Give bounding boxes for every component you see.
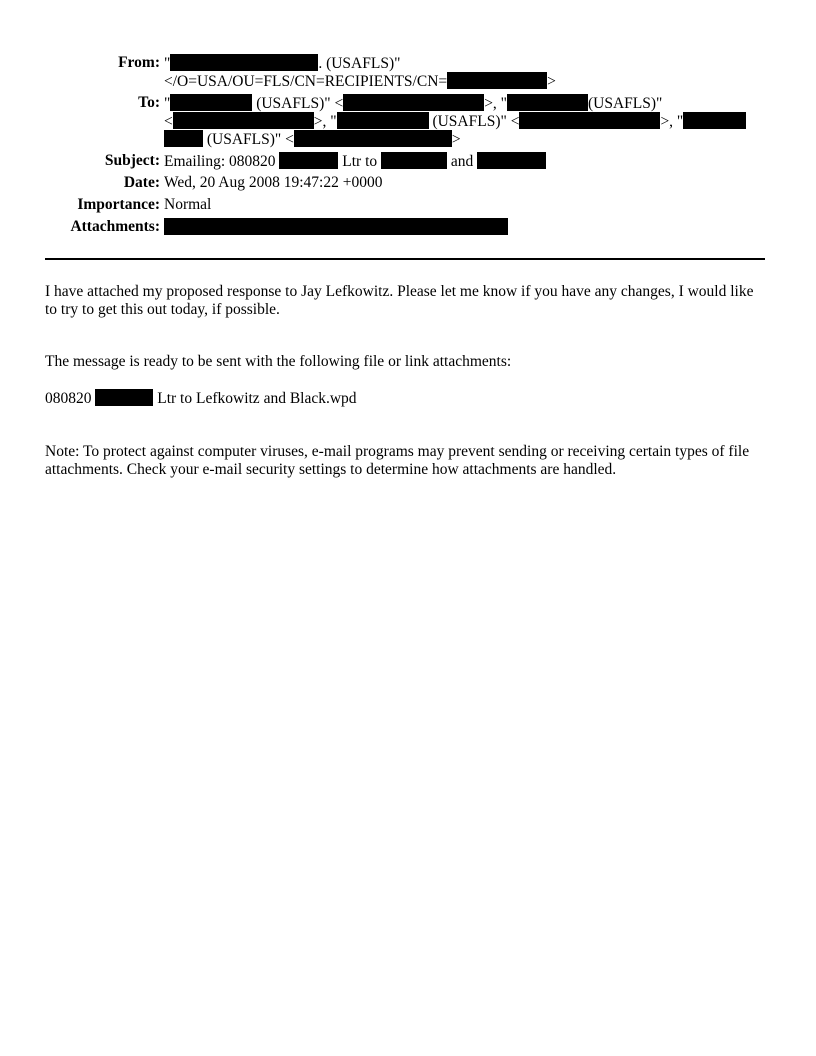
redaction-block	[170, 94, 252, 111]
to-value-line-3: (USAFLS)" < >	[164, 130, 461, 149]
redaction-block	[279, 152, 338, 169]
redaction-block	[337, 112, 429, 129]
message-paragraph: I have attached my proposed response to Jay Lefkowitz. Please let me know if you have any changes, I would like to try to get this out today, if possible.	[45, 283, 754, 318]
date-value: Wed, 20 Aug 2008 19:47:22 +0000	[164, 174, 383, 191]
subject-value: Emailing: 080820 Ltr to and	[164, 152, 546, 171]
importance-value: Normal	[164, 196, 212, 213]
to-value-line-2: < >, " (USAFLS)" < >, "	[164, 112, 746, 131]
header-separator	[45, 258, 765, 260]
redaction-block	[164, 130, 203, 147]
redaction-block	[519, 112, 660, 129]
redaction-block	[95, 389, 153, 406]
redaction-block	[477, 152, 546, 169]
redaction-block	[447, 72, 547, 89]
date-label: Date:	[123, 174, 160, 191]
from-value: " . (USAFLS)"	[164, 55, 401, 72]
to-label: To:	[138, 94, 160, 111]
attachment-filename: 080820 Ltr to Lefkowitz and Black.wpd	[45, 390, 357, 407]
subject-label: Subject:	[104, 152, 160, 169]
redaction-block	[164, 218, 508, 235]
redaction-block	[170, 54, 318, 71]
redaction-block	[294, 130, 452, 147]
attachments-label: Attachments:	[70, 218, 160, 235]
from-label: From:	[118, 54, 160, 71]
from-address: </O=USA/OU=FLS/CN=RECIPIENTS/CN= >	[164, 73, 556, 90]
attachments-notice: The message is ready to be sent with the following file or link attachments:	[45, 353, 512, 370]
attachments-value	[164, 218, 508, 237]
redaction-block	[683, 112, 746, 129]
redaction-block	[381, 152, 447, 169]
redaction-block	[173, 112, 314, 129]
to-value-line-1: " (USAFLS)" < >, " (USAFLS)"	[164, 95, 663, 112]
importance-label: Importance:	[77, 196, 160, 213]
redaction-block	[343, 94, 484, 111]
redaction-block	[507, 94, 588, 111]
virus-note: Note: To protect against computer viruses, e-mail programs may prevent sending or receiving certain types of file attachments. Check your e-mail security settings to determine how attachments are handled.	[45, 443, 750, 478]
